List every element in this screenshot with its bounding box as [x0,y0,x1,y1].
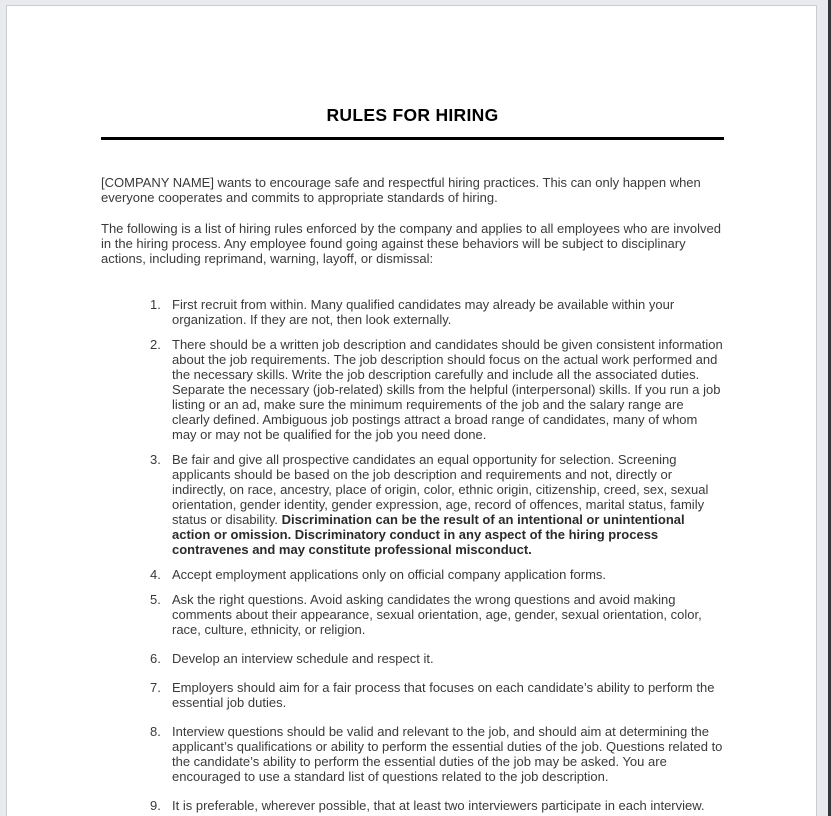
rule-item-2 [150,337,724,442]
rule-number: 9. [150,798,161,813]
page-title: RULES FOR HIRING [326,105,499,125]
rule-text-bold: Discrimination can be the result of an intentional or unintentional action or omission. Discriminatory conduct in any aspect of the hiring process contravenes and may constitute professional misconduct. [172,512,685,557]
rule-item-8 [150,724,724,784]
rule-number: 5. [150,592,161,607]
rule-item-7 [150,680,724,710]
intro-paragraph-1-text: wants to encourage safe and respectful hiring practices. This can only happen when everyone cooperates and commits to appropriate standards of hiring. [101,175,701,205]
document-content [7,6,816,813]
rule-item-4 [150,567,724,582]
rules-list [101,297,724,813]
rule-text: Employers should aim for a fair process that focuses on each candidate’s ability to perform the essential job duties. [172,680,715,710]
rule-text-normal: Be fair and give all prospective candidates an equal opportunity for selection. Screening applicants should be based on the job description and requirements and not, directly or indirectly, on race, ancestry, place of origin, color, ethnic origin, citizenship, creed, sex, sexual orientation, gender identity, gender expression, age, record of offences, marital status, family status or disability. [172,452,709,527]
rule-number: 7. [150,680,161,695]
rule-number: 1. [150,297,161,312]
rule-item-5 [150,592,724,637]
rule-text: There should be a written job description and candidates should be given consistent information about the job requirements. The job description should focus on the actual work performed and the necessary skills. Write the job description carefully and include all the associated duties. Separate the necessary (job-related) skills from the helpful (interpersonal) skills. If you run a job listing or an ad, make sure the minimum requirements of the job and the salary range are clearly defined. Ambiguous job postings attract a broad range of candidates, many of whom may or may not be qualified for the job you need done. [172,337,723,442]
intro-paragraph-2: The following is a list of hiring rules enforced by the company and applies to all employees who are involved in the hiring process. Any employee found going against these behaviors will be subject to disciplinary actions, including reprimand, warning, layoff, or dismissal: [101,221,722,266]
company-name-placeholder: [COMPANY NAME] [101,175,214,190]
rule-number: 6. [150,651,161,666]
rule-item-9 [150,798,724,813]
rule-item-1 [150,297,724,327]
rule-text: Ask the right questions. Avoid asking candidates the wrong questions and avoid making comments about their appearance, sexual orientation, age, gender, sexual orientation, color, race, culture, ethnicity, or religion. [172,592,702,637]
document-page [6,5,817,816]
rule-item-6 [150,651,724,666]
rule-item-3 [150,452,724,557]
rule-text: Develop an interview schedule and respect it. [172,651,434,666]
rule-text: First recruit from within. Many qualified candidates may already be available within your organization. If they are not, then look externally. [172,297,675,327]
rule-text: It is preferable, wherever possible, that at least two interviewers participate in each interview. [172,798,705,813]
title-divider [101,137,724,140]
rule-number: 4. [150,567,161,582]
rule-number: 8. [150,724,161,739]
intro-paragraph-1 [101,175,724,205]
rule-number: 3. [150,452,161,467]
rule-number: 2. [150,337,161,352]
rule-text [172,452,724,557]
rule-text: Accept employment applications only on official company application forms. [172,567,607,582]
rule-text: Interview questions should be valid and relevant to the job, and should aim at determining the applicant’s qualifications or ability to perform the essential duties of the job. Questions related to the candidate’s ability to perform the essential duties of the job may be asked. You are encouraged to use a standard list of questions related to the job description. [172,724,723,784]
